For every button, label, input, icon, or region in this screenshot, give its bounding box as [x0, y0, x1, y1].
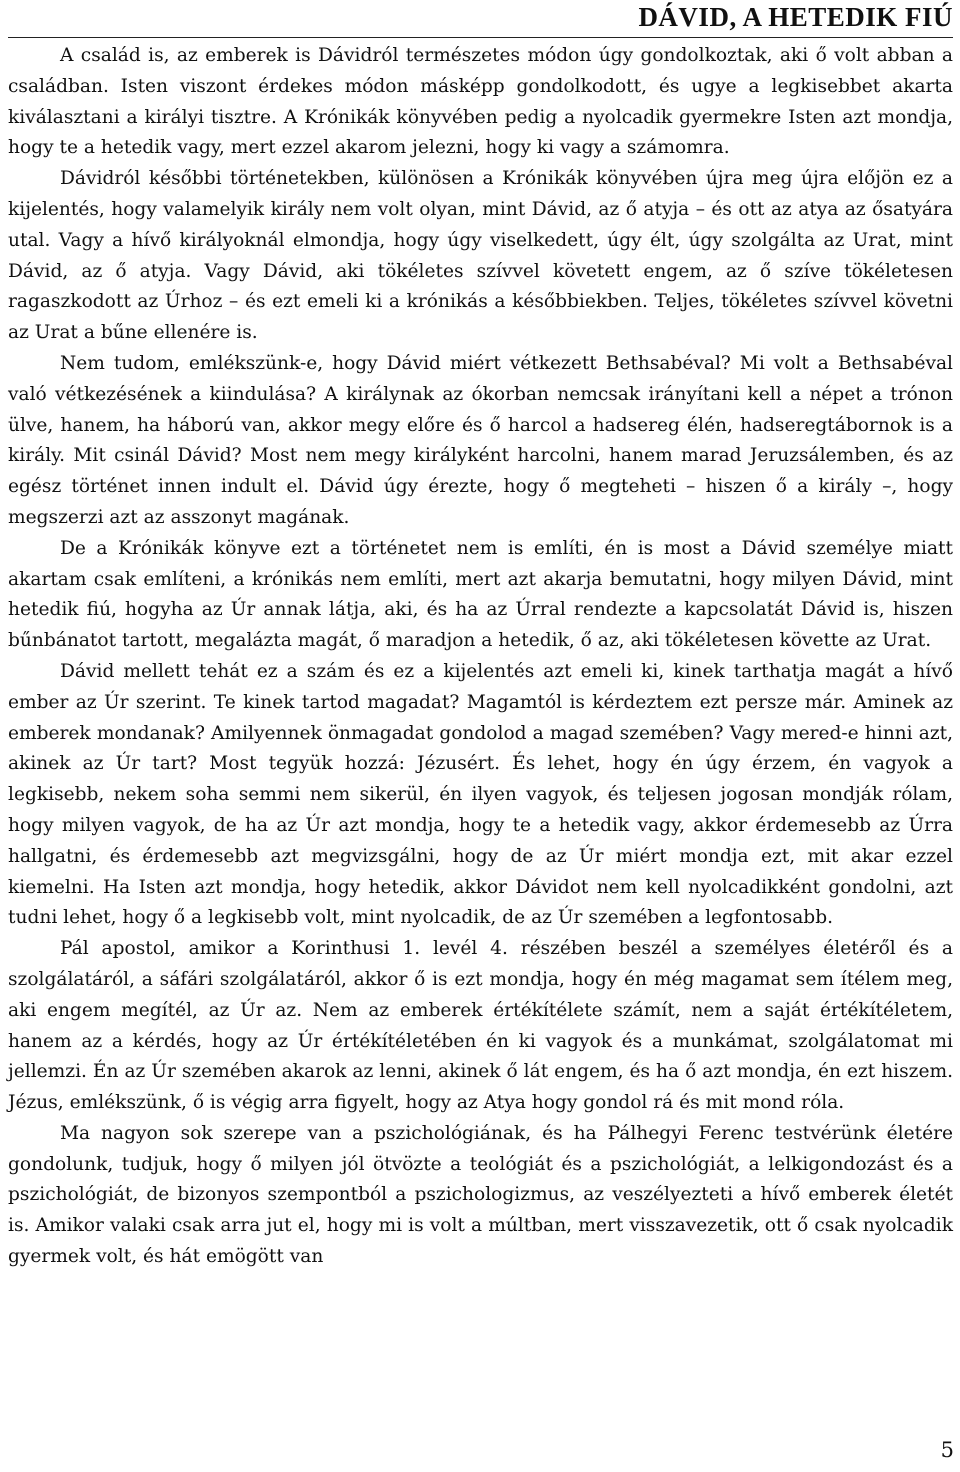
paragraph-5: Dávid mellett tehát ez a szám és ez a kijelentés azt emeli ki, kinek tarthatja magát a hívő ember az Úr szerint. Te kinek tartod magadat? Magamtól is kérdeztem ezt persze már. Aminek az emberek mondanak? Amilyennek önmagadat gondolod a magad szemében? Vagy mered-e hinni azt, akinek az Úr tart? Most tegyük hozzá: Jézusért. És lehet, hogy én úgy érzem, én vagyok a legkisebb, nekem soha semmi nem sikerül, én ilyen vagyok, és teljesen jogosan mondják rólam, hogy milyen vagyok, de ha az Úr azt mondja, hogy te a hetedik vagy, akkor érdemesebb az Úrra hallgatni, és érdemesebb azt megvizsgálni, hogy de az Úr miért mondja ezt, mit akar ezzel kiemelni. Ha Isten azt mondja, hogy hetedik, akkor Dávidot nem kell nyolcadikként gondolni, azt tudni lehet, hogy ő a legkisebb volt, mint nyolcadik, de az Úr szemében a legfontosabb.: [8, 660, 953, 929]
paragraph-2: Dávidról későbbi történetekben, különösen a Krónikák könyvében újra meg újra előjön ez a kijelentés, hogy valamelyik király nem volt olyan, mint Dávid, az ő atyja – és ott az atya az ősatyára utal. Vagy a hívő királyoknál elmondja, hogy úgy viselkedett, úgy élt, úgy szolgálta az Urat, mint Dávid, az ő atyja. Vagy Dávid, aki tökéletes szívvel követett engem, az ő szíve tökéletesen ragaszkodott az Úrhoz – és ezt emeli ki a krónikás a későbbiekben. Teljes, tökéletes szívvel követni az Urat a bűne ellenére is.: [8, 168, 953, 344]
page-number: 5: [940, 1438, 954, 1462]
paragraph-4: De a Krónikák könyve ezt a történetet nem is említi, én is most a Dávid személye miatt akartam csak említeni, a krónikás nem említi, mert azt akarja bemutatni, hogy milyen Dávid, mint hetedik fiú, hogyha az Úr annak látja, aki, és ha az Úrral rendezte a kapcsolatát Dávid is, hiszen bűnbánatot tartott, megalázta magát, ő maradjon a hetedik, ő az, aki tökéletesen követte az Urat.: [8, 537, 953, 652]
running-header: [8, 0, 953, 38]
paragraph-1: A család is, az emberek is Dávidról természetes módon úgy gondolkoztak, aki ő volt abban a családban. Isten viszont érdekes módon másképp gondolkodott, és ugye a legkisebbet akarta kiválasztani a királyi tisztre. A Krónikák könyvében pedig a nyolcadik gyermekre Isten azt mondja, hogy te a hetedik vagy, mert ezzel akarom jelezni, hogy ki vagy a számomra.: [8, 45, 953, 159]
running-title: DÁVID, A HETEDIK FIÚ: [638, 2, 953, 32]
paragraph-6: Pál apostol, amikor a Korinthusi 1. levél 4. részében beszél a személyes életéről és a szolgálatáról, a sáfári szolgálatáról, akkor ő is ezt mondja, hogy én még magamat sem ítélem meg, aki engem megítél, az Úr az. Nem az emberek értékítélete számít, nem a saját értékítéletem, hanem az a kérdés, hogy az Úr értékítéletében én ki vagyok és a munkámat, szolgálatomat mi jellemzi. Én az Úr szemében akarok az lenni, akinek ő lát engem, és ha ő azt mondja, én ezt hiszem. Jézus, emlékszünk, ő is végig arra figyelt, hogy az Atya hogy gondol rá és mit mond róla.: [8, 938, 953, 1114]
paragraph-7: Ma nagyon sok szerepe van a pszichológiának, és ha Pálhegyi Ferenc testvérünk életére gondolunk, tudjuk, hogy ő milyen jól ötvözte a teológiát és a pszichológiát, a lelkigondozást és a pszichológiát, de bizonyos szempontból a pszichologizmus, az veszélyezteti a hívő emberek életét is. Amikor valaki csak arra jut el, hogy mi is volt a múltban, mert visszavezetik, ott ő csak nyolcadik gyermek volt, és hát emögött van: [8, 1122, 953, 1268]
body-text: [8, 41, 953, 1273]
paragraph-3: Nem tudom, emlékszünk-e, hogy Dávid miért vétkezett Bethsabéval? Mi volt a Bethsabéval való vétkezésének a kiindulása? A királynak az ókorban nemcsak irányítani kell a népet a trónon ülve, hanem, ha háború van, akkor megy előre és ő harcol a hadsereg élén, hadseregtábornok is a király. Mit csinál Dávid? Most nem megy királyként harcolni, hanem marad Jeruzsálemben, és az egész történet innen indult el. Dávid úgy érezte, hogy ő megteheti – hiszen ő a király –, hogy megszerzi azt az asszonyt magának.: [8, 352, 953, 528]
